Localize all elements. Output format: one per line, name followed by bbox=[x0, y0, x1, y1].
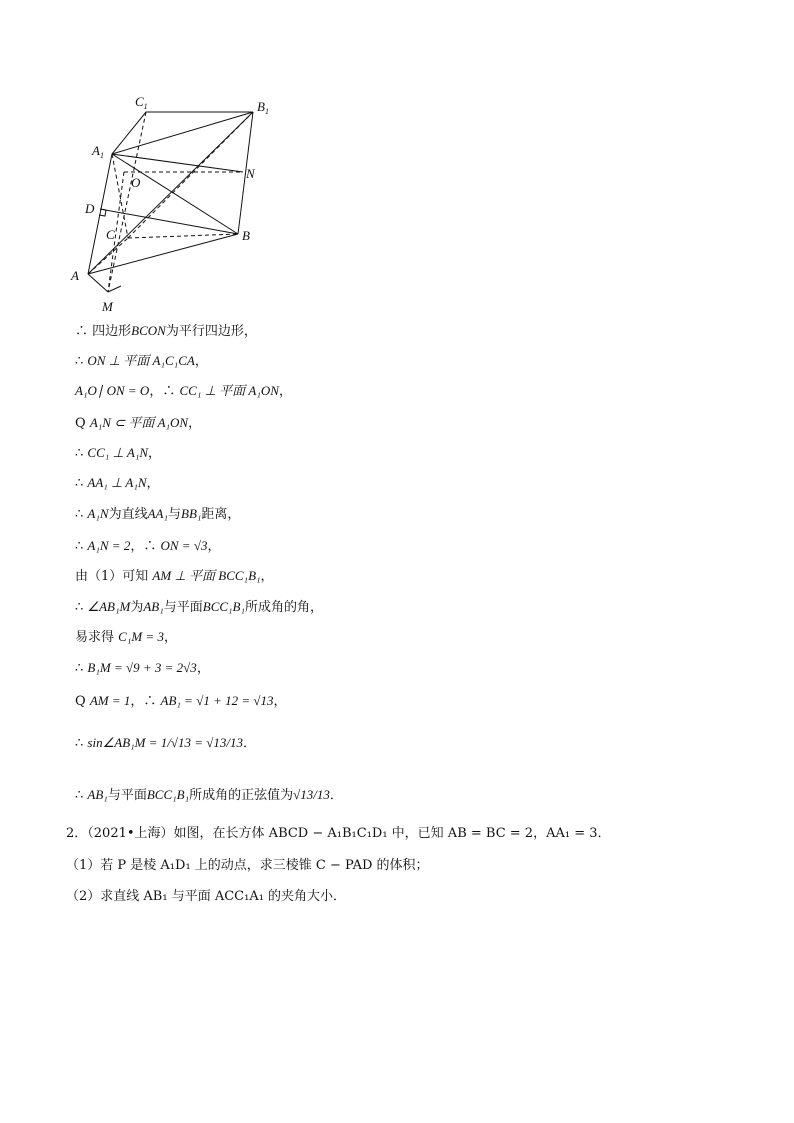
problem-source: （2021•上海） bbox=[87, 826, 174, 841]
label-D: D bbox=[85, 201, 95, 216]
label-B1: $B_1$ bbox=[257, 99, 269, 116]
problem-2-part-1: （1）若 P 是棱 A₁D₁ 上的动点，求三棱锥 C − PAD 的体积； bbox=[66, 858, 429, 873]
problem-2-part-2: （2）求直线 AB₁ 与平面 ACC₁A₁ 的夹角大小． bbox=[66, 889, 347, 904]
label-C: C bbox=[106, 227, 115, 242]
edge-M-tick bbox=[108, 286, 121, 292]
problem-text: 如图，在长方体 ABCD − A₁B₁C₁D₁ 中，已知 AB = BC = 2，AA₁ = 3． bbox=[173, 826, 611, 841]
edge-AM bbox=[88, 274, 108, 292]
label-O: O bbox=[131, 175, 141, 190]
solution-line-12: ∴ B₁M = √9 + 3 = 2√3， bbox=[75, 660, 210, 676]
label-A1: $A_1$ bbox=[92, 143, 104, 160]
label-A: A bbox=[71, 268, 79, 283]
solution-line-4: Q A₁N ⊂ 平面 A₁ON， bbox=[75, 415, 202, 431]
problem-2-statement bbox=[66, 825, 611, 843]
solution-line-7: ∴ A₁N为直线AA₁与BB₁距离， bbox=[75, 506, 241, 522]
solution-line-1: ∴ 四边形BCON为平行四边形， bbox=[75, 323, 257, 339]
geometry-figure bbox=[60, 92, 290, 317]
solution-line-3: A₁O∣ ON = O，∴ CC₁ ⊥ 平面 A₁ON， bbox=[75, 383, 292, 399]
label-N: N bbox=[246, 166, 255, 181]
solution-line-9: 由（1）可知 AM ⊥ 平面 BCC₁B₁， bbox=[75, 568, 274, 584]
solution-line-6: ∴ AA₁ ⊥ A₁N， bbox=[75, 475, 160, 491]
problem-number: 2． bbox=[66, 826, 88, 841]
label-C1: $C_1$ bbox=[135, 94, 148, 111]
prism-diagram bbox=[60, 92, 290, 317]
solution-line-14: ∴ sin∠AB₁M = 1/√13 = √13/13． bbox=[75, 735, 257, 751]
edge-CB bbox=[128, 234, 238, 238]
edge-A1C bbox=[112, 154, 128, 238]
edge-A1C1 bbox=[112, 112, 146, 154]
label-B: B bbox=[242, 228, 250, 243]
label-M: M bbox=[102, 299, 113, 314]
edge-A1N bbox=[112, 154, 243, 172]
solution-line-10: ∴ ∠AB₁M为AB₁与平面BCC₁B₁所成角的角， bbox=[75, 599, 324, 615]
solution-line-5: ∴ CC₁ ⊥ A₁N， bbox=[75, 445, 162, 461]
edge-A1B bbox=[112, 154, 238, 234]
solution-line-8: ∴ A₁N = 2，∴ ON = √3， bbox=[75, 538, 221, 554]
edge-C1M bbox=[108, 112, 146, 292]
solution-line-13: Q AM = 1，∴ AB₁ = √1 + 12 = √13， bbox=[75, 693, 287, 709]
solution-line-2: ∴ ON ⊥ 平面 A₁C₁CA， bbox=[75, 353, 208, 369]
solution-line-15: ∴ AB₁与平面BCC₁B₁所成角的正弦值为√13/13． bbox=[75, 787, 343, 803]
solution-line-11: 易求得 C₁M = 3， bbox=[75, 629, 177, 645]
